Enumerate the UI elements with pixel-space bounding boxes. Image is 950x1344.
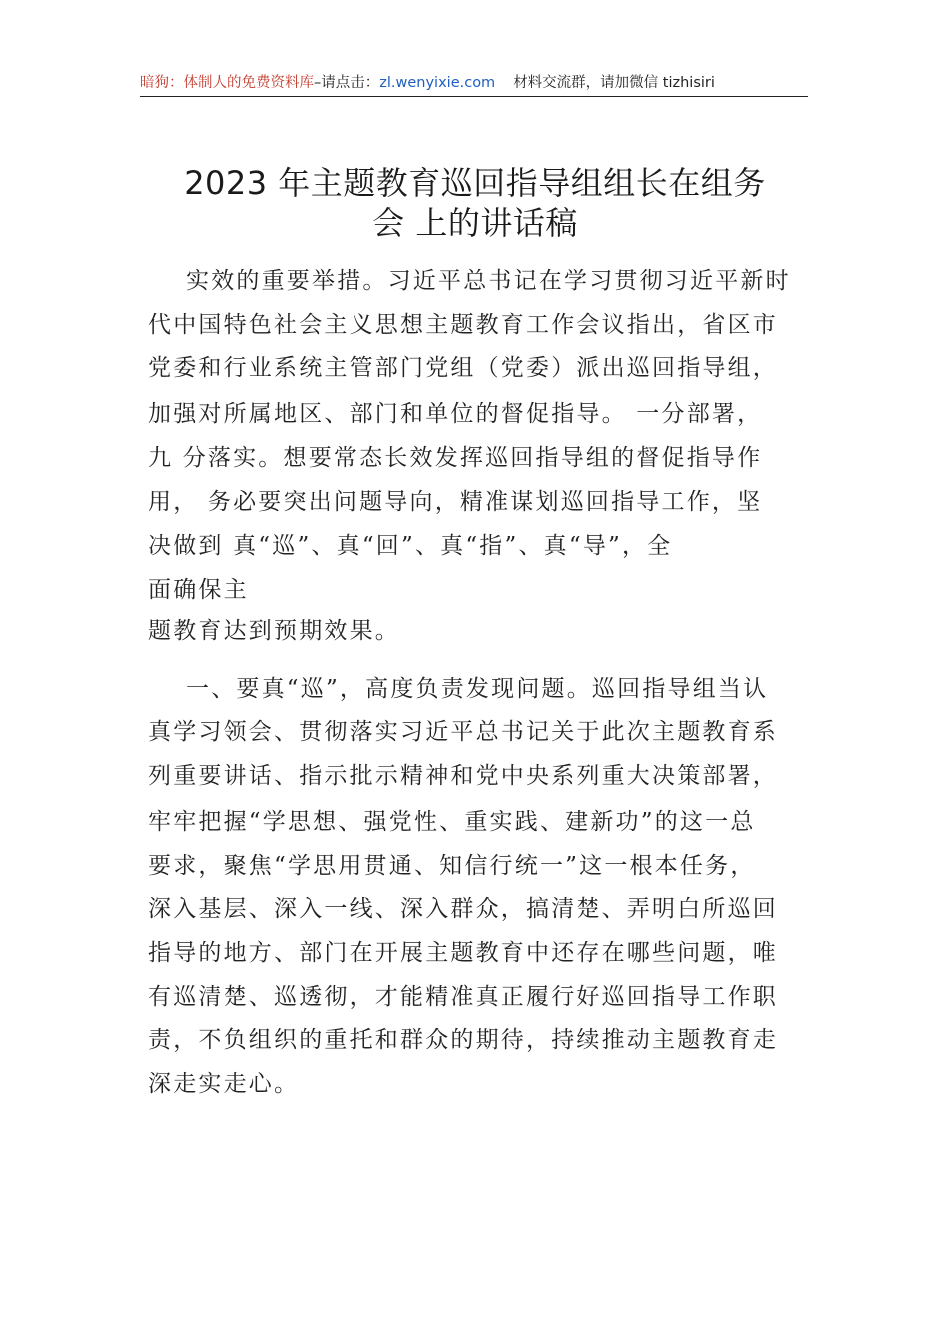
body-line: 代中国特色社会主义思想主题教育工作会议指出，省区市 <box>148 312 778 338</box>
header-link[interactable]: zl.wenyixie.com <box>379 75 496 91</box>
document-title-line-1: 2023 年主题教育巡回指导组组长在组务 <box>184 164 766 202</box>
body-line: 指导的地方、部门在开展主题教育中还存在哪些问题，唯 <box>148 940 778 966</box>
body-line: 用， 务必要突出问题导向，精准谋划巡回指导工作，坚 <box>148 489 763 515</box>
body-line: 决做到 真“巡”、真“回”、真“指”、真“导”，全 <box>148 533 673 559</box>
body-line: 一、要真“巡”，高度负责发现问题。巡回指导组当认 <box>186 676 769 702</box>
header-brand: 暗狗：体制人的免费资料库 <box>140 75 314 91</box>
page-header <box>140 72 808 97</box>
body-line: 实效的重要举措。习近平总书记在学习贯彻习近平新时 <box>186 268 791 294</box>
header-prompt: –请点击： <box>314 75 380 91</box>
body-line: 党委和行业系统主管部门党组（党委）派出巡回指导组， <box>148 355 778 381</box>
body-line: 题教育达到预期效果。 <box>148 618 400 644</box>
body-line: 加强对所属地区、部门和单位的督促指导。 一分部署， <box>148 401 763 427</box>
body-line: 深入基层、深入一线、深入群众，搞清楚、弄明白所巡回 <box>148 896 778 922</box>
body-line: 有巡清楚、巡透彻，才能精准真正履行好巡回指导工作职 <box>148 984 778 1010</box>
body-line: 面确保主 <box>148 577 249 603</box>
document-title-line-2: 会 上的讲话稿 <box>372 204 578 242</box>
body-line: 要求，聚焦“学思用贯通、知信行统一”这一根本任务， <box>148 853 756 879</box>
header-wechat-note: 材料交流群，请加微信 tizhisiri <box>513 75 715 91</box>
body-line: 真学习领会、贯彻落实习近平总书记关于此次主题教育系 <box>148 719 778 745</box>
body-line: 深走实走心。 <box>148 1071 300 1097</box>
body-line: 九 分落实。想要常态长效发挥巡回指导组的督促指导作 <box>148 445 763 471</box>
body-line: 列重要讲话、指示批示精神和党中央系列重大决策部署， <box>148 763 778 789</box>
body-line: 牢牢把握“学思想、强党性、重实践、建新功”的这一总 <box>148 809 756 835</box>
body-line: 责，不负组织的重托和群众的期待，持续推动主题教育走 <box>148 1027 778 1053</box>
